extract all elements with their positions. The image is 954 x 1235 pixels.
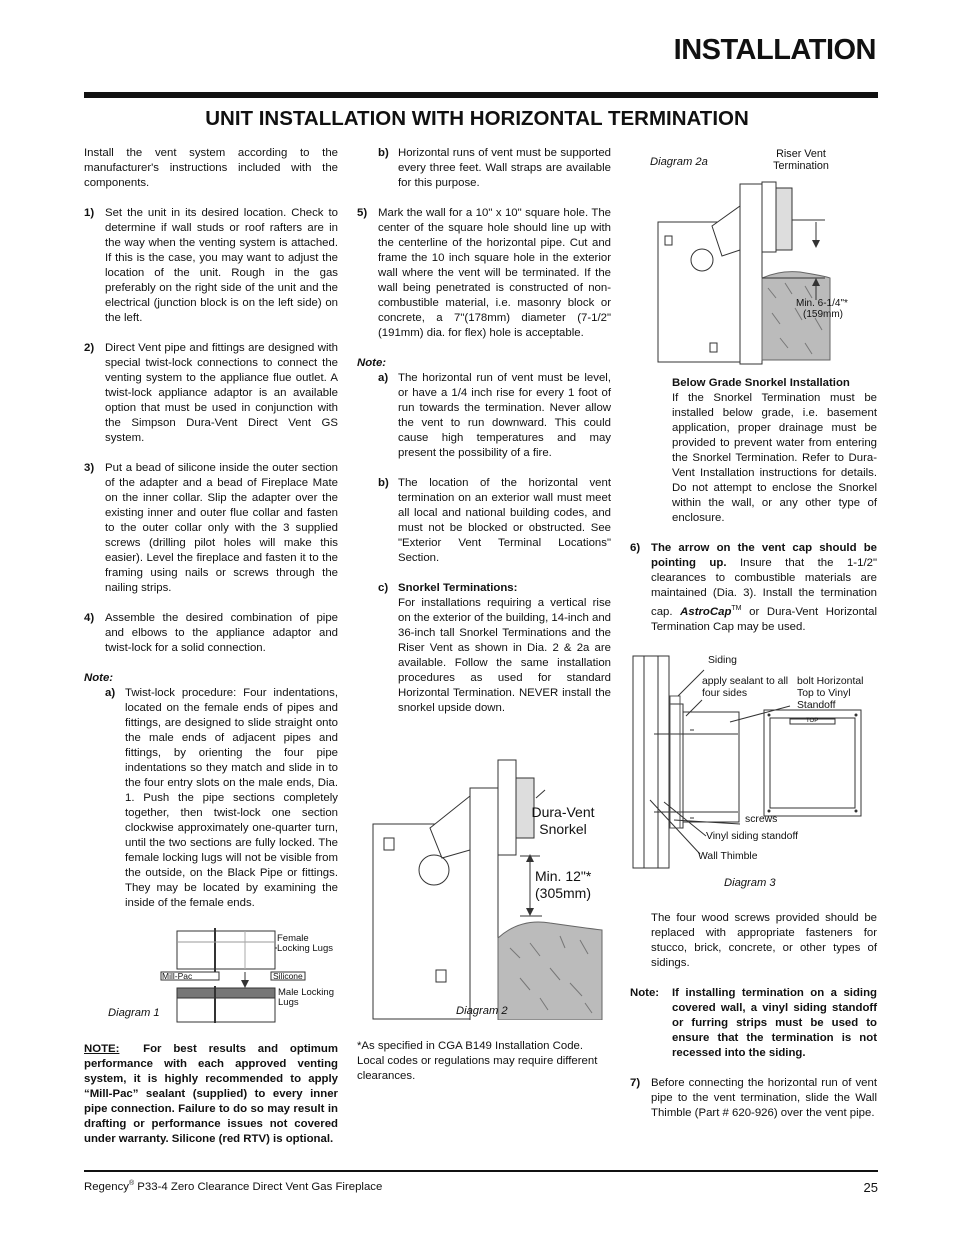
sealant-label: apply sealant to all four sides [702, 676, 789, 699]
snorkel-label: Dura-Vent Snorkel [531, 804, 595, 837]
note-letter: b) [378, 477, 389, 489]
product-name: P33-4 Zero Clearance Direct Vent Gas Fireplace [134, 1180, 383, 1193]
intro-paragraph: Install the vent system according to the manufacturer's instructions included with the components. [84, 147, 338, 189]
diagram-2a-drawing [650, 148, 880, 368]
step-6-text: Insure that the 1-1/2" clearances to combustible materials are maintained (Dia. 3). Install the termination cap. [651, 557, 877, 618]
below-grade-text: If the Snorkel Termination must be installed below grade, i.e. basement application, proper drainage must be provided to prevent water from entering the Snorkel Termination. Refer to Dura-Vent Installation instructions for details. Do not attempt to enclose the Snorkel within the wall, or any other type of enclosure. [672, 392, 877, 524]
brand: Regency [84, 1180, 129, 1193]
note-text: Twist-lock procedure: Four indentations, located on the female ends of pipes and fittings, are designed to slide straight onto the male ends of adjacent pipes and fittings, by orienting the four pipe indentations so they match and slide in to the four entry slots on the male ends, Dia. 1. Push the pipe sections completely together, then twist-lock one section clockwise approximately one-quarter turn, until the two sections are fully locked. The female locking lugs will not be visible from the outside, on the Black Pipe or fittings. They may be located by examining the inside of the female ends. [125, 687, 338, 909]
column-left [84, 146, 338, 926]
step-3 [84, 461, 338, 596]
screws-label: screws [745, 814, 778, 825]
column-right-top [630, 376, 877, 650]
note-a-level [378, 371, 611, 461]
diagram-2a [650, 148, 880, 368]
step-number: 7) [630, 1077, 641, 1089]
diagram-2a-caption: Diagram 2a [650, 156, 708, 168]
diagram-3 [630, 652, 878, 892]
note-text: If installing termination on a siding covered wall, a vinyl siding standoff or furring strips must be used to ensure that the termination is not recessed into the siding. [672, 987, 877, 1059]
thimble-label: Wall Thimble [698, 851, 758, 862]
wood-screws-paragraph: The four wood screws provided should be replaced with appropriate fasteners for stucco, brick, concrete, or other types of sidings. [651, 912, 877, 969]
step-5 [357, 206, 611, 341]
header-rule [84, 92, 878, 98]
step-number: 5) [357, 207, 368, 219]
step-text: Put a bead of silicone inside the outer section of the adapter and a bead of Fireplace Mate on the inner collar. Slip the adapter over the existing inner and outer flue collar and fasten to the outer collar only with the 3 supplied screws (drilling pilot holes will make this easier). Level the fireplace and fasten it to the framing using nails or screws through the nailing strips. [105, 462, 338, 594]
note-label: Note: [357, 357, 387, 369]
note-a [105, 686, 338, 911]
step-number: 3) [84, 462, 95, 474]
silicone-label: Silicone [273, 971, 303, 981]
diagram-2 [370, 758, 615, 1020]
step-4 [84, 611, 338, 656]
step-6-bold: The arrow on the vent cap should be pointing up. [651, 542, 877, 569]
step-number: 2) [84, 342, 95, 354]
riser-label: Riser Vent Termination [773, 148, 829, 172]
diagram-1-caption: Diagram 1 [108, 1007, 160, 1019]
note-label: Note: [84, 672, 114, 684]
min-6-mm-label: (159mm) [803, 309, 844, 320]
bottom-note-text: For best results and optimum performance with each approved venting system, it is highly recommended to apply “Mill-Pac” sealant (supplied) to every inner pipe connection. Failure to do so may result in drafting or performance issues not covered under warranty. Silicone (red RTV) is optional. [84, 1043, 338, 1145]
diagram-2-caption: Diagram 2 [456, 1005, 508, 1017]
step-number: 6) [630, 542, 641, 554]
male-lugs-label: Male Locking Lugs [278, 987, 334, 1008]
siding-label: Siding [708, 655, 737, 666]
step-text: Direct Vent pipe and fittings are designed with special twist-lock connections to connect the venting system to the appliance flue outlet. A twist-lock appliance adaptor is an available option that must be used in conjunction with the Simpson Dura-Vent Direct Vent GS system. [105, 342, 338, 444]
note-text: Horizontal runs of vent must be supported every three feet. Wall straps are available for this purpose. [398, 147, 611, 189]
column-right-bottom [630, 911, 877, 1136]
footer-text [84, 1180, 382, 1193]
min-12-label: Min. 12"* (305mm) [535, 868, 592, 901]
column-middle [357, 146, 611, 731]
step-text: Before connecting the horizontal run of vent pipe to the vent termination, slide the Wall Thimble (Part # 620-926) over the vent pipe. [651, 1077, 877, 1119]
astrocap-brand: AstroCap [680, 605, 732, 618]
step-text: Mark the wall for a 10" x 10" square hole. The center of the square hole should line up with the centerline of the horizontal pipe. Cut and frame the 10 inch square hole in the exterior wall where the vent will be terminated. If the wall being penetrated is constructed of non-combustible material, i.e. masonry block or concrete, a 7"(178mm) diameter (7-1/2"(191mm) dia. for flex) hole is acceptable. [378, 207, 611, 339]
bottom-note-label: NOTE: [84, 1043, 120, 1055]
note-c-snorkel [378, 581, 611, 716]
siding-note [630, 986, 877, 1061]
step-6-text-2: or Dura-Vent Horizontal Termination Cap may be used. [651, 605, 878, 633]
note-letter: a) [105, 687, 116, 699]
below-grade [630, 376, 877, 526]
bottom-note [84, 1042, 338, 1147]
note-text: For installations requiring a vertical rise on the exterior of the building, 14-inch and 36-inch tall Snorkel Terminations and the Riser Vent as shown in Dia. 2 & 2a are available. Follow the same installation procedures as used for standard Horizontal Termination. NEVER install the snorkel upside down. [398, 597, 611, 714]
step-text: Assemble the desired combination of pipe and elbows to the appliance adaptor and twist-lock for a solid connection. [105, 612, 338, 654]
diagram-3-caption: Diagram 3 [724, 877, 776, 889]
snorkel-heading: Snorkel Terminations: [398, 582, 518, 594]
page-header: INSTALLATION [673, 34, 876, 66]
step-1 [84, 206, 338, 326]
min-6-label: Min. 6-1/4"* [796, 298, 848, 309]
step-number: 4) [84, 612, 95, 624]
note-letter: a) [378, 372, 389, 384]
note-text: The location of the horizontal vent termination on an exterior wall must meet all local and national building codes, and must not be blocked or obstructed. See "Exterior Vent Terminal Locations" Section. [398, 477, 611, 564]
step-7 [630, 1076, 877, 1121]
step-6 [630, 541, 877, 635]
standoff-label: Vinyl siding standoff [706, 831, 799, 842]
bolt-label: bolt Horizontal Top to Vinyl Standoff [797, 676, 864, 711]
note-b-supports [357, 146, 611, 191]
registered-mark: ® [128, 1180, 135, 1187]
footnote: *As specified in CGA B149 Installation Code. Local codes or regulations may require different clearances. [357, 1040, 598, 1082]
millpac-label: Mill-Pac [162, 971, 193, 981]
note-b-location [378, 476, 611, 566]
step-number: 1) [84, 207, 95, 219]
female-lugs-label: Female Locking Lugs [277, 933, 333, 954]
footer-rule [84, 1170, 878, 1172]
section-title: UNIT INSTALLATION WITH HORIZONTAL TERMINATION [205, 107, 749, 130]
page-number: 25 [863, 1180, 878, 1195]
diagram-1 [105, 928, 340, 1023]
top-label: TOP [806, 718, 819, 724]
trademark: TM [731, 605, 742, 612]
below-grade-heading: Below Grade Snorkel Installation [672, 377, 850, 389]
note-label: Note: [630, 987, 660, 999]
note-text: The horizontal run of vent must be level, or have a 1/4 inch rise for every 1 foot of run towards the termination. Never allow the vent to run downward. This could cause high temperatures and may present the possibility of a fire. [398, 372, 611, 459]
note-letter: b) [378, 147, 389, 159]
step-text: Set the unit in its desired location. Check to determine if wall studs or roof rafters are in the way when the venting system is attached. If this is the case, you may want to adjust the location of the unit. Rough in the gas preferably on the right side of the unit and the electrical (junction block is on the left side) on the left. [105, 207, 338, 324]
note-letter: c) [378, 582, 389, 594]
step-2 [84, 341, 338, 446]
